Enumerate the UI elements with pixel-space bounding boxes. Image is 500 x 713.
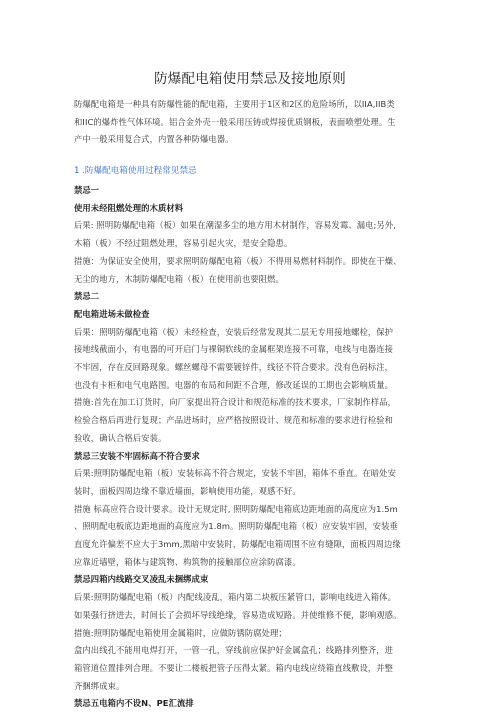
body-line: 齐捆绑成束。 [74,680,125,691]
intro-line: 和IIC的爆炸性气体环境。铝合金外壳一般采用压铸或焊接优质钢板，表面喷塑处理。生 [74,116,396,127]
body-line: 不牢固，存在反回路现象。螺丝螺母不需要镀锌件，线径不符合要求。没有色码标注， [74,362,394,373]
body-line: 措施 标高应符合设计要求。设计无规定时, 照明防爆配电箱底边距地面的高度应为1.5m [74,503,398,514]
intro-line: 产中一般采用复合式，内置各种防爆电器。 [74,134,234,145]
subheading: 禁忌五电箱内不设N、PE汇流排 [74,698,194,709]
body-line: 后果:照明防爆配电箱（板）内配线凌乱，箱内第二块板压紧管口，影响电线进入箱体。 [74,592,396,603]
body-line: 无尘的地方，木制防爆配电箱（板）在使用前也要阻燃。 [74,273,284,284]
body-line: 、照明配电板底边距地面的高度应为1.8m。照明防爆配电箱（板）应安装牢固，安装垂 [74,521,398,532]
body-line: 验收，确认合格后安装。 [74,432,167,443]
body-line: 也没有卡柜和电气电路图。电器的布局和间距不合理，修改延误的工期也会影响质量。 [74,379,394,390]
intro-line: 防爆配电箱是一种具有防爆性能的配电箱，主要用于1区和2区的危险场所，以IIA,IIB类 [74,99,395,109]
body-line: 木箱（板）不经过阻燃处理，容易引起火灾，是安全隐患。 [74,238,293,249]
subheading: 禁忌一 [74,185,100,195]
body-line: 后果: 照明防爆配电箱（板）如果在潮湿多尘的地方用木材制作，容易发霉、漏电;另外, [74,220,396,231]
body-text [74,182,434,713]
body-line: 措施：为保证安全使用，要求照明防爆配电箱（板）不得用易燃材料制作。即使在干燥、 [74,255,402,266]
body-line: 应靠近墙壁，箱体与建筑物、构筑物的接触部位应涂防腐漆。 [74,556,301,567]
body-line: 箱管道位置排列合理。不要让二楼板把管子压得太紧。箱内电线应绕箱直线敷设，并整 [74,662,394,673]
body-line: 后果:照明防爆配电箱（板）安装标高不符合规定，安装不牢固，箱体不垂直。在暗处安 [74,468,396,479]
subheading: 配电箱进场未做检查 [74,308,150,319]
body-line: 接地线截面小，有电器的可开启门与裸铜软线的金属框架连接不可靠，电线与电器连接 [74,344,394,355]
body-line: 如果强行挤进去，时间长了会损坏导线绝缘，容易造成短路。并使维修不便，影响观感。 [74,609,402,620]
body-line: 直度允许偏差不应大于3mm,黑暗中安装时，防爆配电箱周围不应有缝隙，面板四周边缘 [74,539,401,550]
subheading: 禁忌四箱内线路交叉凌乱未捆绑成束 [74,574,209,585]
body-line: 盒内出线孔不能用电焊打开，一管一孔，穿线前应保护好金属盒孔；线路排列整齐，进 [74,645,394,656]
section-heading: 1 .防爆配电箱使用过程常见禁忌 [74,166,197,176]
body-line: 措施:照明防爆配电箱使用金属箱时，应做防锈防腐处理； [74,627,287,638]
subheading: 使用未经阻燃处理的木质材料 [74,202,184,213]
subheading: 禁忌二 [74,291,100,302]
body-line: 后果：照明防爆配电箱（板）未经检查，安装后经常发现其二层无专用接地螺栓，保护 [74,326,394,337]
body-line: 装时，面板四周边缘不靠近墙面，影响使用功能，观感不好。 [74,485,301,496]
intro-paragraph [74,96,434,149]
page-title: 防爆配电箱使用禁忌及接地原则 [154,71,346,87]
subheading: 禁忌三安装不牢固标高不符合要求 [74,450,200,461]
body-line: 检验合格后再进行复现；产品进场时，应严格按照设计、规范和标准的要求进行检验和 [74,415,394,426]
body-line: 措施:首先在加工订货时，向厂家提出符合设计和规范标准的技术要求，厂家制作样品， [74,397,396,408]
